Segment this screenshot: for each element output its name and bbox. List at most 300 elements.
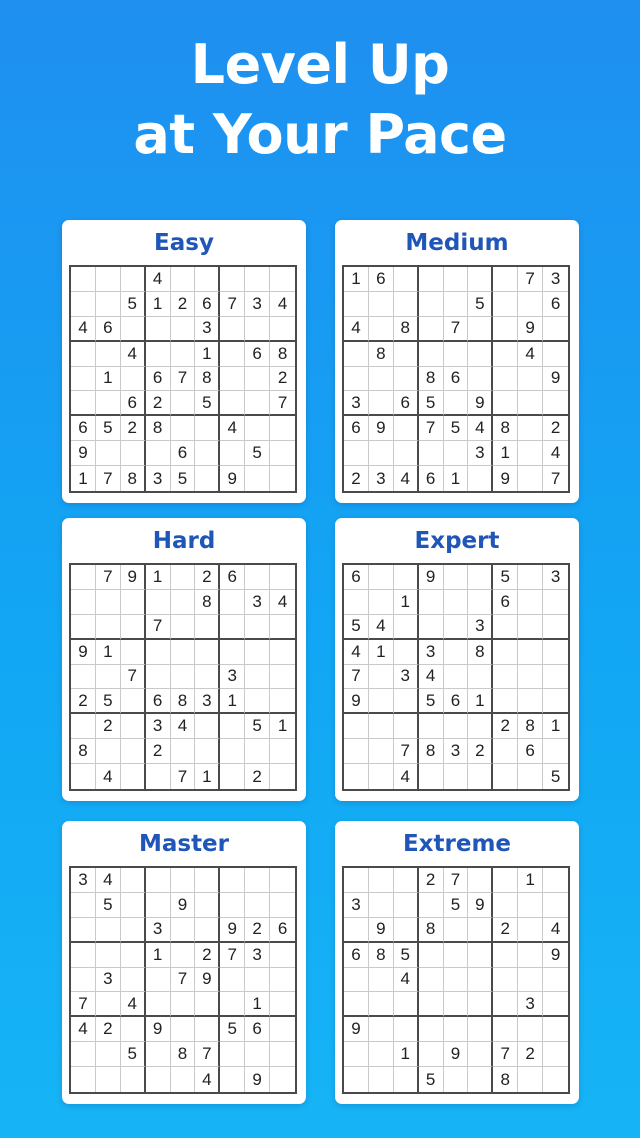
sudoku-cell[interactable] bbox=[71, 714, 96, 739]
sudoku-cell[interactable] bbox=[419, 968, 444, 993]
sudoku-cell[interactable]: 9 bbox=[493, 466, 518, 491]
sudoku-cell[interactable] bbox=[220, 391, 245, 416]
sudoku-cell[interactable] bbox=[121, 689, 146, 714]
sudoku-cell[interactable]: 4 bbox=[171, 714, 196, 739]
sudoku-cell[interactable] bbox=[394, 918, 419, 943]
sudoku-cell[interactable] bbox=[468, 367, 493, 392]
sudoku-cell[interactable]: 6 bbox=[96, 317, 121, 342]
sudoku-cell[interactable]: 7 bbox=[220, 943, 245, 968]
sudoku-cell[interactable] bbox=[394, 615, 419, 640]
sudoku-cell[interactable]: 9 bbox=[220, 466, 245, 491]
sudoku-cell[interactable] bbox=[96, 992, 121, 1017]
sudoku-cell[interactable] bbox=[270, 441, 295, 466]
sudoku-cell[interactable]: 7 bbox=[171, 968, 196, 993]
sudoku-cell[interactable]: 9 bbox=[121, 565, 146, 590]
sudoku-cell[interactable]: 3 bbox=[543, 565, 568, 590]
sudoku-cell[interactable] bbox=[220, 714, 245, 739]
sudoku-cell[interactable]: 1 bbox=[195, 342, 220, 367]
sudoku-cell[interactable]: 3 bbox=[245, 292, 270, 317]
sudoku-cell[interactable]: 2 bbox=[96, 714, 121, 739]
sudoku-cell[interactable] bbox=[220, 868, 245, 893]
sudoku-cell[interactable]: 5 bbox=[394, 943, 419, 968]
sudoku-cell[interactable] bbox=[518, 640, 543, 665]
sudoku-cell[interactable] bbox=[96, 590, 121, 615]
sudoku-cell[interactable]: 7 bbox=[171, 764, 196, 789]
sudoku-cell[interactable]: 7 bbox=[344, 665, 369, 690]
sudoku-cell[interactable] bbox=[195, 1017, 220, 1042]
sudoku-cell[interactable]: 3 bbox=[195, 689, 220, 714]
sudoku-cell[interactable] bbox=[121, 943, 146, 968]
sudoku-cell[interactable] bbox=[171, 267, 196, 292]
sudoku-cell[interactable] bbox=[71, 665, 96, 690]
sudoku-cell[interactable] bbox=[468, 968, 493, 993]
sudoku-cell[interactable]: 8 bbox=[419, 367, 444, 392]
sudoku-cell[interactable] bbox=[121, 868, 146, 893]
sudoku-cell[interactable] bbox=[121, 590, 146, 615]
sudoku-cell[interactable]: 7 bbox=[96, 565, 121, 590]
sudoku-cell[interactable] bbox=[468, 868, 493, 893]
sudoku-cell[interactable]: 3 bbox=[444, 739, 469, 764]
sudoku-cell[interactable] bbox=[344, 441, 369, 466]
sudoku-cell[interactable] bbox=[543, 391, 568, 416]
sudoku-cell[interactable]: 5 bbox=[96, 416, 121, 441]
sudoku-cell[interactable] bbox=[493, 764, 518, 789]
sudoku-cell[interactable]: 7 bbox=[444, 868, 469, 893]
sudoku-cell[interactable]: 9 bbox=[146, 1017, 171, 1042]
sudoku-cell[interactable] bbox=[146, 441, 171, 466]
sudoku-cell[interactable]: 8 bbox=[419, 739, 444, 764]
sudoku-cell[interactable] bbox=[171, 918, 196, 943]
sudoku-cell[interactable] bbox=[369, 441, 394, 466]
sudoku-cell[interactable] bbox=[419, 441, 444, 466]
sudoku-cell[interactable] bbox=[220, 441, 245, 466]
sudoku-cell[interactable] bbox=[518, 918, 543, 943]
sudoku-cell[interactable]: 8 bbox=[419, 918, 444, 943]
sudoku-cell[interactable] bbox=[493, 943, 518, 968]
sudoku-cell[interactable] bbox=[543, 739, 568, 764]
sudoku-cell[interactable] bbox=[344, 739, 369, 764]
sudoku-cell[interactable] bbox=[493, 342, 518, 367]
sudoku-cell[interactable] bbox=[121, 317, 146, 342]
sudoku-cell[interactable] bbox=[71, 968, 96, 993]
sudoku-cell[interactable] bbox=[493, 391, 518, 416]
sudoku-cell[interactable] bbox=[270, 1017, 295, 1042]
sudoku-cell[interactable] bbox=[518, 665, 543, 690]
sudoku-cell[interactable]: 4 bbox=[344, 640, 369, 665]
sudoku-cell[interactable] bbox=[543, 590, 568, 615]
sudoku-cell[interactable]: 1 bbox=[71, 466, 96, 491]
sudoku-cell[interactable]: 5 bbox=[220, 1017, 245, 1042]
sudoku-cell[interactable]: 2 bbox=[468, 739, 493, 764]
sudoku-cell[interactable] bbox=[245, 689, 270, 714]
sudoku-cell[interactable] bbox=[245, 565, 270, 590]
sudoku-cell[interactable] bbox=[444, 640, 469, 665]
sudoku-cell[interactable] bbox=[171, 943, 196, 968]
sudoku-cell[interactable] bbox=[171, 640, 196, 665]
sudoku-cell[interactable]: 3 bbox=[344, 893, 369, 918]
sudoku-cell[interactable]: 9 bbox=[468, 893, 493, 918]
sudoku-cell[interactable] bbox=[468, 992, 493, 1017]
sudoku-cell[interactable] bbox=[493, 968, 518, 993]
sudoku-cell[interactable] bbox=[369, 714, 394, 739]
sudoku-cell[interactable] bbox=[171, 317, 196, 342]
sudoku-cell[interactable] bbox=[220, 764, 245, 789]
sudoku-cell[interactable] bbox=[245, 739, 270, 764]
sudoku-cell[interactable] bbox=[444, 1017, 469, 1042]
sudoku-cell[interactable] bbox=[543, 317, 568, 342]
sudoku-cell[interactable] bbox=[146, 640, 171, 665]
sudoku-cell[interactable]: 3 bbox=[369, 466, 394, 491]
sudoku-cell[interactable] bbox=[543, 992, 568, 1017]
sudoku-cell[interactable]: 3 bbox=[468, 441, 493, 466]
sudoku-cell[interactable] bbox=[468, 342, 493, 367]
sudoku-cell[interactable] bbox=[444, 943, 469, 968]
sudoku-cell[interactable]: 7 bbox=[96, 466, 121, 491]
sudoku-cell[interactable] bbox=[543, 1067, 568, 1092]
sudoku-cell[interactable] bbox=[419, 764, 444, 789]
sudoku-cell[interactable] bbox=[146, 893, 171, 918]
sudoku-cell[interactable]: 8 bbox=[270, 342, 295, 367]
sudoku-cell[interactable]: 9 bbox=[419, 565, 444, 590]
sudoku-grid[interactable] bbox=[69, 563, 297, 791]
sudoku-cell[interactable] bbox=[468, 267, 493, 292]
puzzle-card-master[interactable] bbox=[62, 821, 306, 1104]
sudoku-cell[interactable] bbox=[96, 391, 121, 416]
sudoku-cell[interactable] bbox=[171, 391, 196, 416]
sudoku-cell[interactable]: 9 bbox=[71, 640, 96, 665]
sudoku-cell[interactable]: 8 bbox=[369, 342, 394, 367]
sudoku-cell[interactable] bbox=[146, 992, 171, 1017]
sudoku-cell[interactable]: 9 bbox=[220, 918, 245, 943]
sudoku-cell[interactable]: 2 bbox=[543, 416, 568, 441]
sudoku-cell[interactable] bbox=[543, 665, 568, 690]
sudoku-cell[interactable]: 6 bbox=[270, 918, 295, 943]
sudoku-cell[interactable] bbox=[468, 565, 493, 590]
sudoku-cell[interactable]: 3 bbox=[344, 391, 369, 416]
sudoku-cell[interactable] bbox=[394, 267, 419, 292]
sudoku-cell[interactable] bbox=[220, 739, 245, 764]
sudoku-cell[interactable] bbox=[344, 968, 369, 993]
sudoku-cell[interactable] bbox=[444, 590, 469, 615]
sudoku-cell[interactable] bbox=[220, 367, 245, 392]
sudoku-cell[interactable] bbox=[444, 267, 469, 292]
sudoku-cell[interactable] bbox=[394, 342, 419, 367]
sudoku-cell[interactable] bbox=[444, 992, 469, 1017]
sudoku-cell[interactable] bbox=[394, 640, 419, 665]
sudoku-cell[interactable]: 4 bbox=[220, 416, 245, 441]
sudoku-cell[interactable]: 2 bbox=[493, 714, 518, 739]
sudoku-cell[interactable] bbox=[394, 689, 419, 714]
sudoku-cell[interactable] bbox=[419, 615, 444, 640]
sudoku-cell[interactable] bbox=[468, 1067, 493, 1092]
sudoku-cell[interactable] bbox=[419, 590, 444, 615]
sudoku-cell[interactable] bbox=[245, 1042, 270, 1067]
sudoku-cell[interactable]: 9 bbox=[543, 367, 568, 392]
sudoku-cell[interactable] bbox=[71, 590, 96, 615]
sudoku-cell[interactable]: 6 bbox=[444, 367, 469, 392]
sudoku-cell[interactable] bbox=[369, 665, 394, 690]
sudoku-cell[interactable] bbox=[71, 1042, 96, 1067]
sudoku-cell[interactable] bbox=[444, 391, 469, 416]
sudoku-cell[interactable] bbox=[195, 992, 220, 1017]
sudoku-cell[interactable] bbox=[195, 640, 220, 665]
sudoku-cell[interactable] bbox=[121, 441, 146, 466]
sudoku-cell[interactable]: 6 bbox=[71, 416, 96, 441]
sudoku-cell[interactable] bbox=[270, 466, 295, 491]
sudoku-cell[interactable] bbox=[518, 764, 543, 789]
sudoku-cell[interactable]: 8 bbox=[195, 367, 220, 392]
sudoku-cell[interactable]: 5 bbox=[245, 714, 270, 739]
sudoku-cell[interactable]: 8 bbox=[468, 640, 493, 665]
sudoku-cell[interactable]: 6 bbox=[419, 466, 444, 491]
sudoku-cell[interactable] bbox=[344, 292, 369, 317]
sudoku-cell[interactable] bbox=[245, 615, 270, 640]
sudoku-cell[interactable] bbox=[369, 590, 394, 615]
sudoku-cell[interactable] bbox=[419, 317, 444, 342]
sudoku-cell[interactable] bbox=[195, 868, 220, 893]
sudoku-cell[interactable] bbox=[444, 292, 469, 317]
sudoku-cell[interactable] bbox=[171, 992, 196, 1017]
sudoku-cell[interactable] bbox=[270, 665, 295, 690]
sudoku-cell[interactable] bbox=[245, 968, 270, 993]
sudoku-cell[interactable] bbox=[543, 689, 568, 714]
sudoku-cell[interactable]: 1 bbox=[245, 992, 270, 1017]
sudoku-cell[interactable] bbox=[518, 968, 543, 993]
sudoku-cell[interactable] bbox=[245, 317, 270, 342]
sudoku-cell[interactable]: 1 bbox=[344, 267, 369, 292]
sudoku-cell[interactable]: 5 bbox=[245, 441, 270, 466]
sudoku-cell[interactable] bbox=[195, 665, 220, 690]
sudoku-cell[interactable] bbox=[493, 868, 518, 893]
sudoku-cell[interactable]: 4 bbox=[195, 1067, 220, 1092]
sudoku-cell[interactable]: 5 bbox=[468, 292, 493, 317]
sudoku-cell[interactable] bbox=[394, 868, 419, 893]
sudoku-cell[interactable]: 3 bbox=[146, 714, 171, 739]
sudoku-cell[interactable] bbox=[468, 943, 493, 968]
sudoku-cell[interactable]: 2 bbox=[146, 391, 171, 416]
sudoku-cell[interactable] bbox=[344, 590, 369, 615]
sudoku-cell[interactable] bbox=[270, 689, 295, 714]
sudoku-cell[interactable] bbox=[220, 317, 245, 342]
sudoku-cell[interactable]: 2 bbox=[344, 466, 369, 491]
sudoku-cell[interactable]: 6 bbox=[171, 441, 196, 466]
sudoku-cell[interactable]: 3 bbox=[195, 317, 220, 342]
sudoku-cell[interactable]: 7 bbox=[146, 615, 171, 640]
sudoku-cell[interactable] bbox=[245, 893, 270, 918]
sudoku-cell[interactable]: 5 bbox=[195, 391, 220, 416]
sudoku-cell[interactable] bbox=[171, 416, 196, 441]
sudoku-cell[interactable]: 2 bbox=[71, 689, 96, 714]
sudoku-cell[interactable]: 3 bbox=[146, 918, 171, 943]
sudoku-cell[interactable]: 6 bbox=[543, 292, 568, 317]
sudoku-cell[interactable]: 5 bbox=[419, 689, 444, 714]
sudoku-cell[interactable]: 1 bbox=[468, 689, 493, 714]
sudoku-cell[interactable]: 4 bbox=[468, 416, 493, 441]
sudoku-cell[interactable]: 5 bbox=[344, 615, 369, 640]
sudoku-cell[interactable] bbox=[171, 1067, 196, 1092]
sudoku-cell[interactable] bbox=[394, 893, 419, 918]
sudoku-cell[interactable] bbox=[220, 267, 245, 292]
sudoku-cell[interactable]: 4 bbox=[344, 317, 369, 342]
sudoku-cell[interactable] bbox=[220, 968, 245, 993]
sudoku-cell[interactable] bbox=[121, 1017, 146, 1042]
sudoku-cell[interactable] bbox=[444, 615, 469, 640]
sudoku-cell[interactable] bbox=[270, 640, 295, 665]
sudoku-grid[interactable] bbox=[342, 563, 570, 791]
sudoku-cell[interactable]: 3 bbox=[220, 665, 245, 690]
sudoku-cell[interactable] bbox=[195, 714, 220, 739]
sudoku-cell[interactable] bbox=[493, 640, 518, 665]
sudoku-cell[interactable] bbox=[394, 992, 419, 1017]
sudoku-cell[interactable]: 9 bbox=[543, 943, 568, 968]
sudoku-cell[interactable] bbox=[344, 367, 369, 392]
sudoku-cell[interactable]: 8 bbox=[171, 689, 196, 714]
sudoku-cell[interactable] bbox=[121, 714, 146, 739]
sudoku-grid[interactable] bbox=[342, 265, 570, 493]
sudoku-cell[interactable] bbox=[146, 1042, 171, 1067]
sudoku-cell[interactable] bbox=[195, 441, 220, 466]
sudoku-cell[interactable] bbox=[468, 466, 493, 491]
sudoku-cell[interactable]: 7 bbox=[493, 1042, 518, 1067]
sudoku-cell[interactable] bbox=[96, 918, 121, 943]
sudoku-cell[interactable]: 5 bbox=[419, 391, 444, 416]
sudoku-cell[interactable] bbox=[468, 665, 493, 690]
sudoku-cell[interactable] bbox=[96, 615, 121, 640]
sudoku-cell[interactable] bbox=[121, 739, 146, 764]
sudoku-cell[interactable] bbox=[369, 391, 394, 416]
sudoku-cell[interactable] bbox=[419, 1017, 444, 1042]
sudoku-cell[interactable] bbox=[543, 868, 568, 893]
sudoku-cell[interactable] bbox=[146, 1067, 171, 1092]
sudoku-cell[interactable] bbox=[493, 893, 518, 918]
sudoku-cell[interactable] bbox=[344, 1067, 369, 1092]
sudoku-cell[interactable] bbox=[245, 267, 270, 292]
sudoku-cell[interactable]: 9 bbox=[444, 1042, 469, 1067]
sudoku-cell[interactable]: 4 bbox=[71, 1017, 96, 1042]
sudoku-cell[interactable]: 4 bbox=[394, 466, 419, 491]
sudoku-cell[interactable] bbox=[468, 317, 493, 342]
sudoku-cell[interactable] bbox=[270, 868, 295, 893]
sudoku-cell[interactable]: 9 bbox=[468, 391, 493, 416]
sudoku-cell[interactable] bbox=[270, 968, 295, 993]
sudoku-cell[interactable]: 8 bbox=[146, 416, 171, 441]
sudoku-cell[interactable]: 3 bbox=[543, 267, 568, 292]
sudoku-cell[interactable] bbox=[493, 367, 518, 392]
sudoku-cell[interactable] bbox=[121, 640, 146, 665]
sudoku-cell[interactable] bbox=[369, 893, 394, 918]
sudoku-cell[interactable]: 9 bbox=[344, 689, 369, 714]
sudoku-cell[interactable]: 4 bbox=[270, 292, 295, 317]
sudoku-cell[interactable] bbox=[71, 764, 96, 789]
sudoku-cell[interactable] bbox=[195, 739, 220, 764]
sudoku-cell[interactable]: 5 bbox=[419, 1067, 444, 1092]
sudoku-grid[interactable] bbox=[69, 265, 297, 493]
sudoku-cell[interactable]: 6 bbox=[444, 689, 469, 714]
sudoku-cell[interactable] bbox=[121, 267, 146, 292]
sudoku-cell[interactable] bbox=[518, 1067, 543, 1092]
sudoku-cell[interactable] bbox=[71, 893, 96, 918]
sudoku-cell[interactable] bbox=[444, 968, 469, 993]
sudoku-cell[interactable]: 2 bbox=[195, 565, 220, 590]
sudoku-cell[interactable]: 2 bbox=[270, 367, 295, 392]
sudoku-cell[interactable] bbox=[369, 1067, 394, 1092]
sudoku-cell[interactable]: 1 bbox=[493, 441, 518, 466]
sudoku-cell[interactable] bbox=[444, 441, 469, 466]
sudoku-cell[interactable]: 5 bbox=[96, 893, 121, 918]
sudoku-cell[interactable] bbox=[444, 764, 469, 789]
sudoku-cell[interactable]: 5 bbox=[96, 689, 121, 714]
sudoku-cell[interactable] bbox=[71, 391, 96, 416]
sudoku-cell[interactable] bbox=[444, 714, 469, 739]
sudoku-cell[interactable] bbox=[220, 1042, 245, 1067]
sudoku-cell[interactable] bbox=[146, 968, 171, 993]
sudoku-cell[interactable]: 4 bbox=[394, 764, 419, 789]
sudoku-cell[interactable] bbox=[270, 267, 295, 292]
sudoku-cell[interactable]: 4 bbox=[121, 992, 146, 1017]
sudoku-cell[interactable]: 1 bbox=[96, 367, 121, 392]
sudoku-cell[interactable]: 7 bbox=[71, 992, 96, 1017]
sudoku-cell[interactable] bbox=[71, 342, 96, 367]
sudoku-cell[interactable] bbox=[543, 1042, 568, 1067]
sudoku-cell[interactable] bbox=[543, 968, 568, 993]
sudoku-cell[interactable]: 9 bbox=[369, 918, 394, 943]
sudoku-cell[interactable] bbox=[270, 943, 295, 968]
sudoku-cell[interactable] bbox=[518, 367, 543, 392]
sudoku-cell[interactable] bbox=[146, 764, 171, 789]
sudoku-cell[interactable] bbox=[344, 1042, 369, 1067]
sudoku-cell[interactable] bbox=[96, 943, 121, 968]
sudoku-cell[interactable]: 2 bbox=[195, 943, 220, 968]
sudoku-cell[interactable] bbox=[245, 416, 270, 441]
sudoku-cell[interactable] bbox=[146, 868, 171, 893]
sudoku-cell[interactable] bbox=[71, 918, 96, 943]
sudoku-cell[interactable] bbox=[493, 317, 518, 342]
sudoku-cell[interactable] bbox=[419, 267, 444, 292]
sudoku-cell[interactable] bbox=[369, 1017, 394, 1042]
sudoku-cell[interactable] bbox=[394, 714, 419, 739]
sudoku-cell[interactable] bbox=[195, 893, 220, 918]
sudoku-cell[interactable]: 1 bbox=[394, 1042, 419, 1067]
sudoku-cell[interactable] bbox=[369, 689, 394, 714]
sudoku-cell[interactable] bbox=[171, 615, 196, 640]
sudoku-cell[interactable]: 9 bbox=[171, 893, 196, 918]
sudoku-cell[interactable] bbox=[195, 918, 220, 943]
sudoku-cell[interactable] bbox=[518, 391, 543, 416]
sudoku-cell[interactable]: 2 bbox=[493, 918, 518, 943]
sudoku-cell[interactable]: 8 bbox=[171, 1042, 196, 1067]
sudoku-cell[interactable] bbox=[493, 1017, 518, 1042]
sudoku-cell[interactable] bbox=[270, 1067, 295, 1092]
sudoku-cell[interactable] bbox=[71, 615, 96, 640]
sudoku-cell[interactable] bbox=[518, 441, 543, 466]
sudoku-cell[interactable] bbox=[171, 565, 196, 590]
sudoku-cell[interactable] bbox=[220, 640, 245, 665]
sudoku-cell[interactable]: 1 bbox=[220, 689, 245, 714]
sudoku-cell[interactable] bbox=[171, 590, 196, 615]
sudoku-cell[interactable]: 4 bbox=[146, 267, 171, 292]
sudoku-cell[interactable] bbox=[96, 342, 121, 367]
sudoku-cell[interactable]: 9 bbox=[369, 416, 394, 441]
sudoku-cell[interactable] bbox=[369, 367, 394, 392]
sudoku-cell[interactable] bbox=[96, 267, 121, 292]
sudoku-cell[interactable] bbox=[518, 565, 543, 590]
sudoku-cell[interactable] bbox=[419, 714, 444, 739]
sudoku-cell[interactable] bbox=[195, 466, 220, 491]
sudoku-cell[interactable] bbox=[146, 665, 171, 690]
sudoku-cell[interactable] bbox=[493, 689, 518, 714]
sudoku-cell[interactable]: 7 bbox=[195, 1042, 220, 1067]
sudoku-cell[interactable]: 3 bbox=[518, 992, 543, 1017]
